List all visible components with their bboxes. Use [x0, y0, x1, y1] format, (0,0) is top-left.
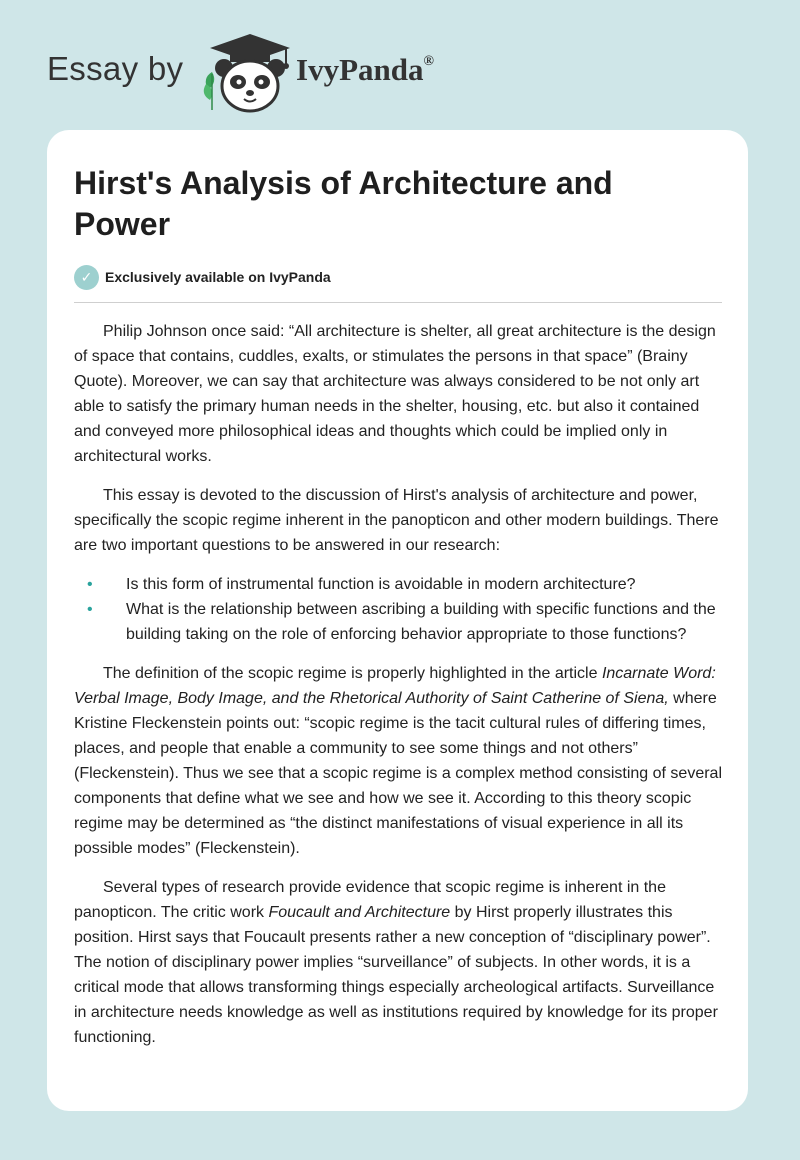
page-title: Hirst's Analysis of Architecture and Power [74, 165, 613, 242]
article-body [74, 319, 728, 1064]
badge-text: Exclusively available on IvyPanda [105, 269, 331, 285]
exclusive-badge [74, 264, 331, 290]
paragraph-3: The definition of the scopic regime is properly highlighted in the article Incarnate Word: Verbal Image, Body Image, and the Rhetorical Authority of Saint Catherine of Siena, where Kristine Fleckenstein points out: “scopic regime is the tacit cultural rules of differing times, places, and people that enable a community to see some things and not others” (Fleckenstein). Thus we see that a scopic regime is a complex method consisting of several components that define what we see and how we see it. According to this theory scopic regime may be determined as “the distinct manifestations of visual experience in all its possible modes” (Fleckenstein). [74, 665, 722, 857]
cited-title: Incarnate Word: Verbal Image, Body Image, and the Rhetorical Authority of Saint Catherine of Siena, [74, 665, 716, 707]
brand-name[interactable]: IvyPanda® [296, 52, 434, 87]
article-card [47, 130, 748, 1111]
list-item: • Is this form of instrumental function is avoidable in modern architecture? [74, 572, 728, 597]
panda-graduate-icon[interactable] [200, 30, 300, 114]
site-header [0, 0, 800, 130]
list-item: • What is the relationship between ascribing a building with specific functions and the building taking on the role of enforcing behavior appropriate to those functions? [74, 597, 728, 647]
divider [74, 302, 722, 303]
essay-by-label: Essay by [47, 50, 184, 87]
check-icon: ✓ [74, 265, 99, 290]
cited-title: Foucault and Architecture [268, 904, 451, 921]
paragraph-1: Philip Johnson once said: “All architecture is shelter, all great architecture is the design of space that contains, cuddles, exalts, or stimulates the persons in that space” (Brainy Quote). Moreover, we can say that architecture was always considered to be not only art able to satisfy the primary human needs in the shelter, housing, etc. but also it contained and conveyed more philosophical ideas and thoughts which could be implied only in architectural works. [74, 323, 716, 465]
bullet-icon: • [87, 576, 93, 593]
registered-mark: ® [423, 53, 434, 69]
bullet-icon: • [87, 601, 93, 618]
paragraph-4: Several types of research provide evidence that scopic regime is inherent in the panopticon. The critic work Foucault and Architecture by Hirst properly illustrates this position. Hirst says that Foucault presents rather a new conception of “disciplinary power”. The notion of disciplinary power implies “surveillance” of subjects. In other words, it is a critical mode that allows transforming things especially archeological artifacts. Surveillance in architecture needs knowledge as well as institutions required by knowledge for its proper functioning. [74, 879, 718, 1046]
paragraph-2: This essay is devoted to the discussion of Hirst's analysis of architecture and power, specifically the scopic regime inherent in the panopticon and other modern buildings. There are two important questions to be answered in our research: [74, 487, 719, 554]
question-list [74, 572, 728, 647]
